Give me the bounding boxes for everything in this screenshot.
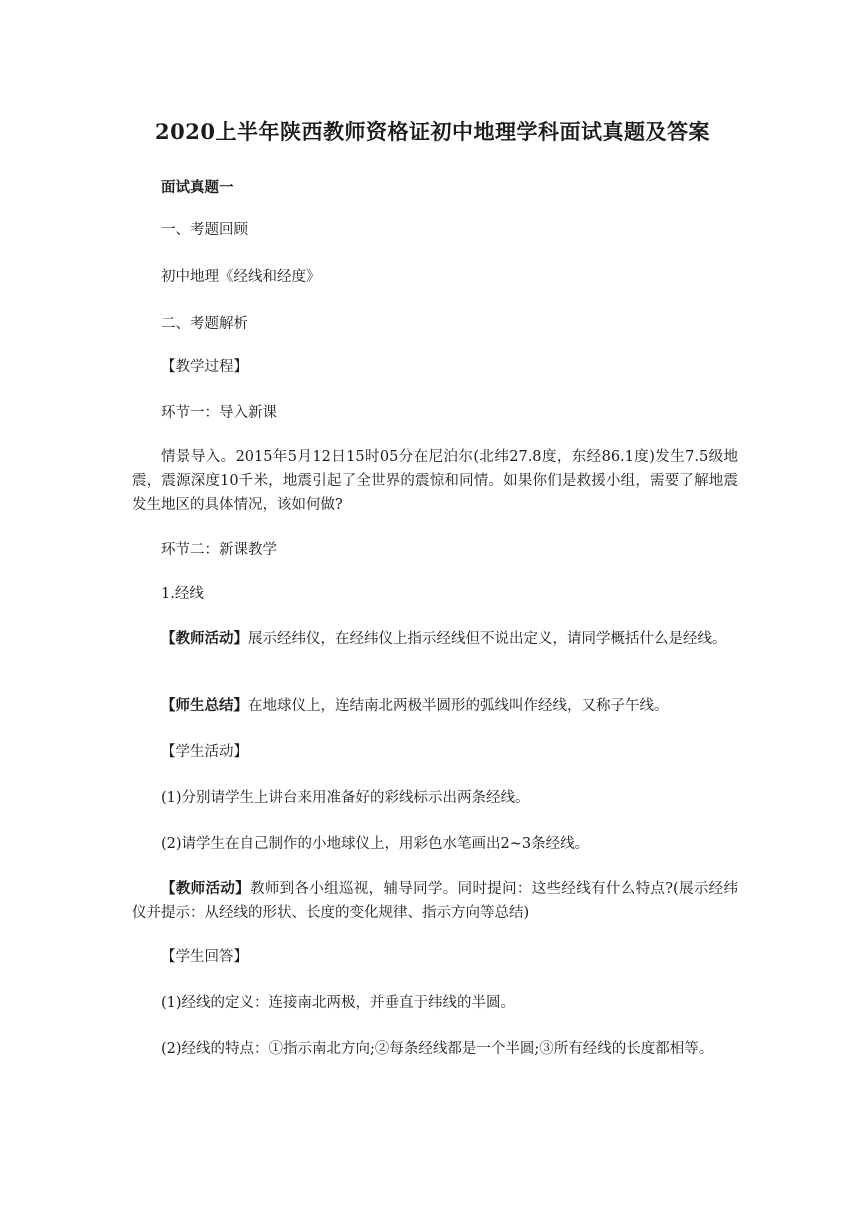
step-two-heading bbox=[132, 538, 738, 562]
student-answer-2 bbox=[132, 1037, 738, 1061]
paragraph-text: 展示经纬仪，在经纬仪上指示经线但不说出定义，请同学概括什么是经线。 bbox=[248, 631, 727, 647]
section-heading-review bbox=[132, 218, 738, 242]
teacher-activity-2 bbox=[132, 877, 738, 925]
student-activity-2 bbox=[132, 832, 738, 856]
paragraph-text: 初中地理《经线和经度》 bbox=[161, 269, 321, 285]
paragraph-text: 在地球仪上，连结南北两极半圆形的弧线叫作经线，又称子午线。 bbox=[248, 698, 669, 714]
paragraph-text: (2)请学生在自己制作的小地球仪上，用彩色水笔画出2~3条经线。 bbox=[161, 836, 590, 852]
student-answer-1 bbox=[132, 991, 738, 1015]
paragraph-text: (1)分别请学生上讲台来用准备好的彩线标示出两条经线。 bbox=[161, 790, 530, 806]
student-activity-1 bbox=[132, 786, 738, 810]
student-activity-heading bbox=[132, 740, 738, 764]
paragraph-text: 环节二：新课教学 bbox=[161, 542, 277, 558]
paragraph-text: 【学生活动】 bbox=[161, 744, 248, 760]
paragraph-tag: 【师生总结】 bbox=[161, 697, 248, 714]
paragraph-text: 【教学过程】 bbox=[161, 359, 248, 375]
teacher-student-summary bbox=[132, 694, 738, 718]
teacher-activity-1 bbox=[132, 627, 738, 651]
intro-paragraph bbox=[132, 445, 738, 517]
lesson-topic bbox=[132, 265, 738, 289]
paragraph-text: (2)经线的特点：①指示南北方向;②每条经线都是一个半圆;③所有经线的长度都相等。 bbox=[161, 1041, 714, 1057]
paragraph-text: 环节一：导入新课 bbox=[161, 405, 277, 421]
paragraph-text: 【学生回答】 bbox=[161, 949, 248, 965]
paragraph-text: 二、考题解析 bbox=[161, 316, 248, 332]
paragraph-text: 情景导入。2015年5月12日15时05分在尼泊尔(北纬27.8度，东经86.1度)发生7.5级地震，震源深度10千米，地震引起了全世界的震惊和同情。如果你们是救援小组，需要了解地震发生地区的具体情况，该如何做? bbox=[132, 449, 738, 513]
paragraph-text: 一、考题回顾 bbox=[161, 222, 248, 238]
paragraph-text: 教师到各小组巡视，辅导同学。同时提问：这些经线有什么特点?(展示经纬仪并提示：从经线的形状、长度的变化规律、指示方向等总结) bbox=[132, 881, 738, 921]
paragraph-text: (1)经线的定义：连接南北两极，并垂直于纬线的半圆。 bbox=[161, 995, 516, 1011]
paragraph-tag: 【教师活动】 bbox=[161, 880, 250, 897]
section-heading-analysis bbox=[132, 312, 738, 336]
document-title: 2020上半年陕西教师资格证初中地理学科面试真题及答案 bbox=[155, 119, 710, 144]
step-one-heading bbox=[132, 401, 738, 425]
paragraph-text: 面试真题一 bbox=[161, 179, 234, 196]
section-heading-interview-1 bbox=[132, 176, 738, 200]
paragraph-text: 1.经线 bbox=[161, 586, 204, 602]
student-answer-heading bbox=[132, 945, 738, 969]
subsection-meridian bbox=[132, 582, 738, 606]
teaching-process-heading bbox=[132, 355, 738, 379]
paragraph-tag: 【教师活动】 bbox=[161, 630, 248, 647]
